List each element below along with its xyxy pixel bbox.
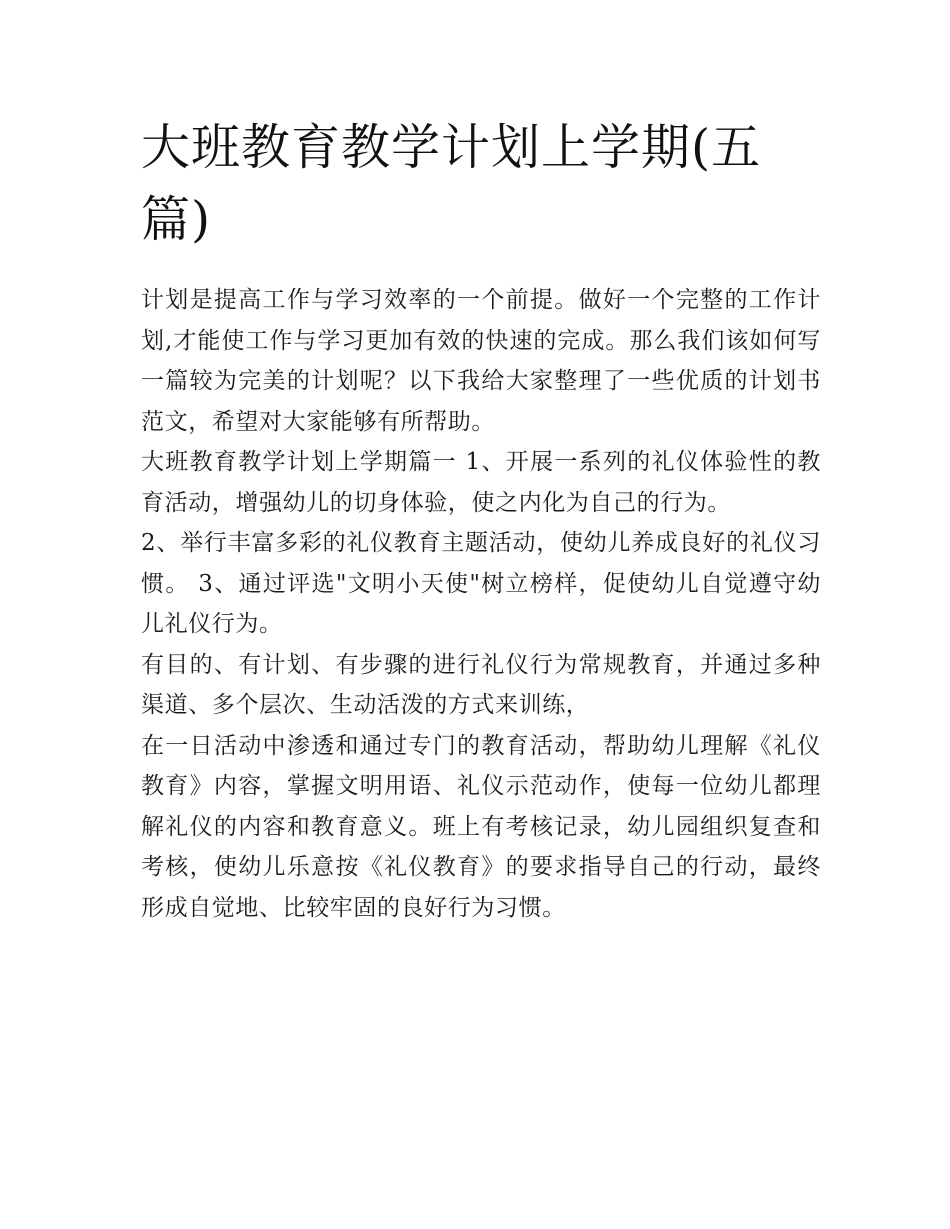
document-page: [141, 112, 821, 928]
body-paragraph-1: 大班教育教学计划上学期篇一 1、开展一系列的礼仪体验性的教育活动，增强幼儿的切身体验，使之内化为自己的行为。: [141, 449, 821, 516]
body-paragraph-3: 有目的、有计划、有步骤的进行礼仪行为常规教育，并通过多种渠道、多个层次、生动活泼的方式来训练，: [141, 651, 821, 718]
document-title: 大班教育教学计划上学期(五篇): [141, 119, 762, 248]
body-paragraph-2: 2、举行丰富多彩的礼仪教育主题活动，使幼儿养成良好的礼仪习惯。 3、通过评选"文明小天使"树立榜样，促使幼儿自觉遵守幼儿礼仪行为。: [141, 530, 821, 637]
body-paragraph-4: 在一日活动中渗透和通过专门的教育活动，帮助幼儿理解《礼仪教育》内容，掌握文明用语、礼仪示范动作，使每一位幼儿都理解礼仪的内容和教育意义。班上有考核记录，幼儿园组织复查和考核，使幼儿乐意按《礼仪教育》的要求指导自己的行动，最终形成自觉地、比较牢固的良好行为习惯。: [141, 732, 821, 921]
intro-paragraph: 计划是提高工作与学习效率的一个前提。做好一个完整的工作计划,才能使工作与学习更加有效的快速的完成。那么我们该如何写一篇较为完美的计划呢？以下我给大家整理了一些优质的计划书范文，希望对大家能够有所帮助。: [141, 287, 821, 435]
